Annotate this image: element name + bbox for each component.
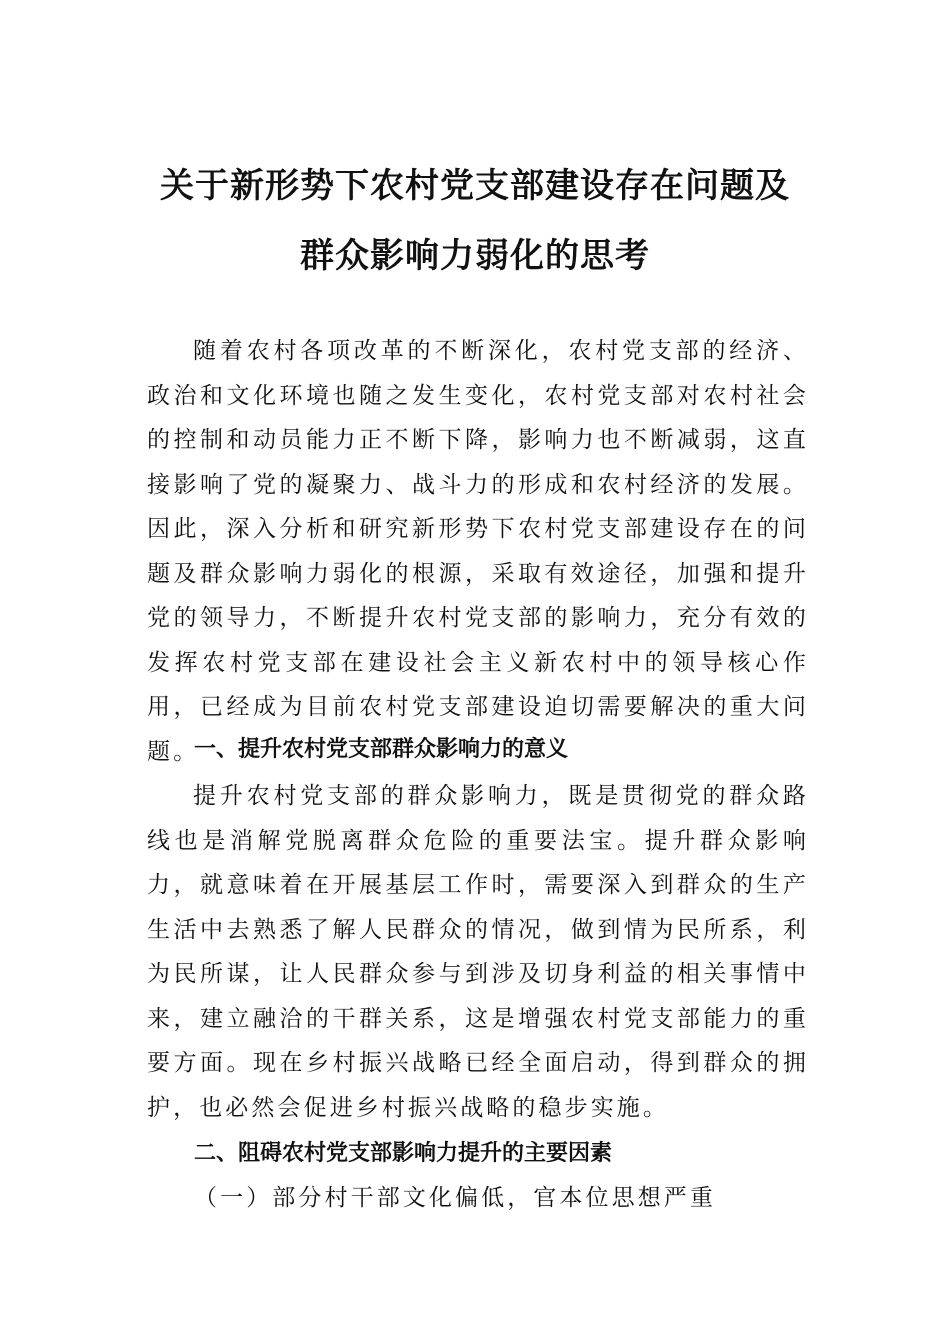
section-heading-1: 一、提升农村党支部群众影响力的意义 <box>194 737 569 762</box>
subsection-heading-1: （一）部分村干部文化偏低，官本位思想严重 <box>194 1185 716 1211</box>
paragraph-intro: 随着农村各项改革的不断深化，农村党支部的经济、政治和文化环境也随之发生变化，农村党支部对农村社会的控制和动员能力正不断下降，影响力也不断减弱，这直接影响了党的凝聚力、战斗力的形成和农村经济的发展。因此，深入分析和研究新形势下农村党支部建设存在的问题及群众影响力弱化的根源，采取有效途径，加强和提升党的领导力，不断提升农村党支部的影响力，充分有效的发挥农村党支部在建设社会主义新农村中的领导核心作用，已经成为目前农村党支部建设迫切需要解决的重大问题。 <box>147 338 809 765</box>
section-heading-2: 二、阻碍农村党支部影响力提升的主要因素 <box>194 1141 613 1166</box>
document-title-line-1: 关于新形势下农村党支部建设存在问题及 <box>160 166 790 206</box>
paragraph-significance: 提升农村党支部的群众影响力，既是贯彻党的群众路线也是消解党脱离群众危险的重要法宝。提升群众影响力，就意味着在开展基层工作时，需要深入到群众的生产生活中去熟悉了解人民群众的情况，做到情为民所系，利为民所谋，让人民群众参与到涉及切身利益的相关事情中来，建立融洽的干群关系，这是增强农村党支部能力的重要方面。现在乡村振兴战略已经全面启动，得到群众的拥护，也必然会促进乡村振兴战略的稳步实施。 <box>147 783 809 1121</box>
document-title-line-2: 群众影响力弱化的思考 <box>300 236 650 276</box>
